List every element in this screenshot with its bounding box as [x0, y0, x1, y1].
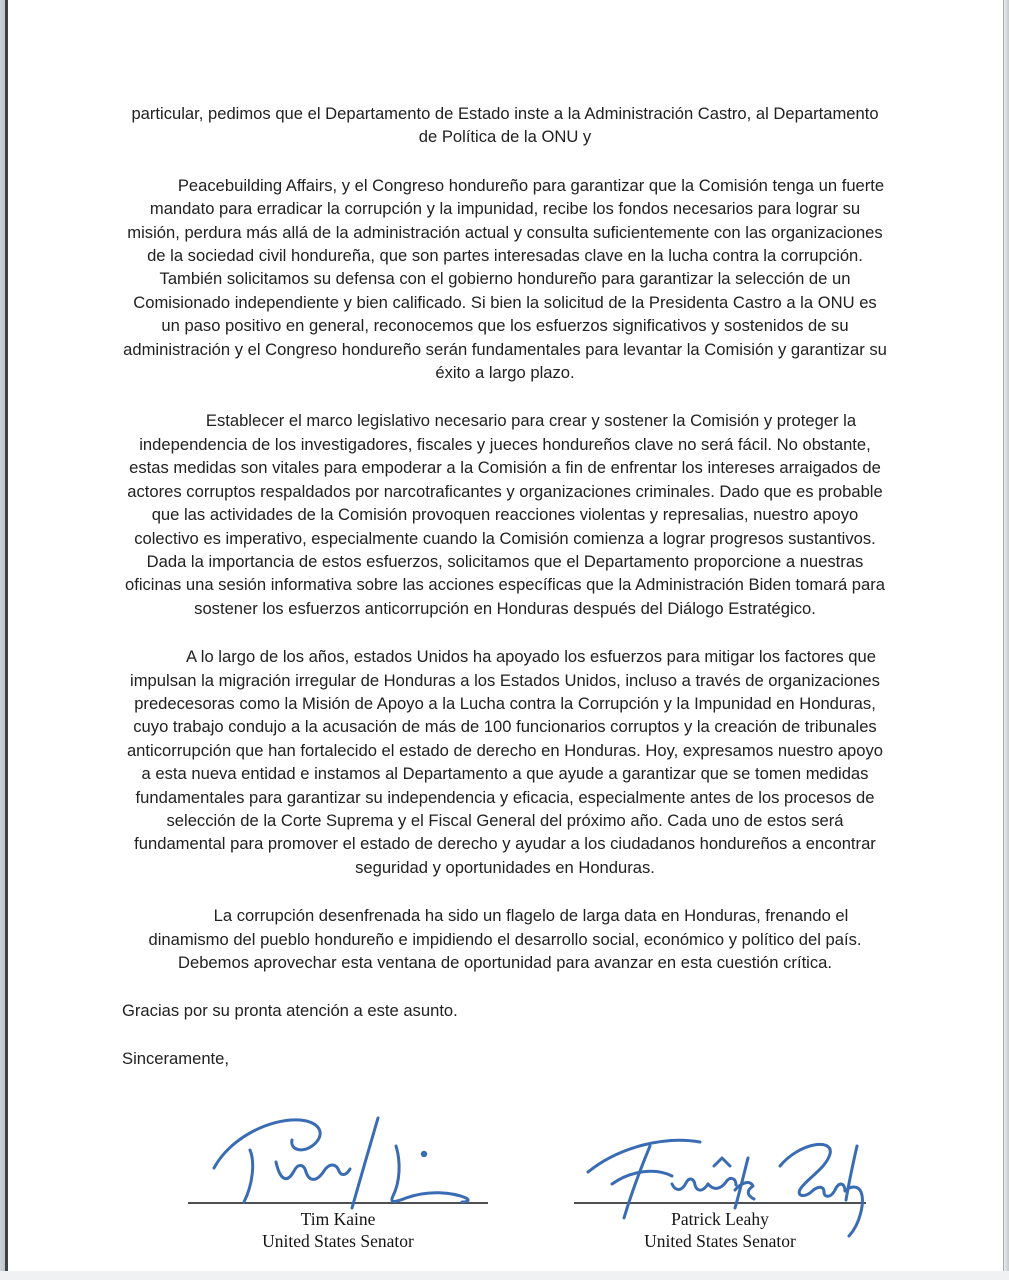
signature-column-patrick-leahy — [574, 1108, 866, 1252]
paragraph-legislative-framework: Establecer el marco legislativo necesario para crear y sostener la Comisión y proteger la independencia de los investigadores, fiscales y jueces hondureños clave no será fácil. No obstante, estas medidas son vitales para empoderar a la Comisión a fin de enfrentar los intereses arraigados de actores corruptos respaldados por narcotraficantes y organizaciones criminales. Dado que es probable que las actividades de la Comisión provoquen reacciones violentas y represalias, nuestro apoyo colectivo es imperativo, especialmente cuando la Comisión comienza a lograr progresos sustantivos. Dada la importancia de estos esfuerzos, solicitamos que el Departamento proporcione a nuestras oficinas una sesión informativa sobre las acciones específicas que la Administración Biden tomará para sostener los esfuerzos anticorrupción en Honduras después del Diálogo Estratégico. — [124, 411, 886, 618]
signatory-name: Patrick Leahy — [671, 1209, 769, 1230]
scan-edge-bottom-strip — [0, 1271, 1009, 1280]
scan-edge-right-line — [1003, 0, 1004, 1280]
patrick-leahy-signature-icon — [580, 1128, 890, 1243]
valediction: Sinceramente, — [122, 1048, 229, 1068]
paragraph-corruption-scourge: La corrupción desenfrenada ha sido un flagelo de larga data en Honduras, frenando el dinamismo del pueblo hondureño e impidiendo el desarrollo social, económico y político del país. Debemos aprovechar esta ventana de oportunidad para avanzar en esta cuestión crítica. — [148, 906, 862, 972]
letter-body — [122, 0, 888, 1252]
tim-kaine-signature-icon — [200, 1110, 500, 1210]
scan-edge-right-shadow — [1004, 0, 1009, 1280]
signature-block — [122, 1108, 888, 1252]
signature-area-patrick-leahy — [574, 1108, 866, 1202]
paragraph-commission-mandate: Peacebuilding Affairs, y el Congreso hondureño para garantizar que la Comisión tenga un fuerte mandato para erradicar la corrupción y la impunidad, recibe los fondos necesarios para lograr su misión, perdura más allá de la administración actual y consulta suficientemente con las organizaciones de la sociedad civil hondureña, que son partes interesadas clave en la lucha contra la corrupción. También solicitamos su defensa con el gobierno hondureño para garantizar la selección de un Comisionado independiente y bien calificado. Si bien la solicitud de la Presidenta Castro a la ONU es un paso positivo en general, reconocemos que los esfuerzos significativos y sostenidos de su administración y el Congreso hondureño serán fundamentales para levantar la Comisión y garantizar su éxito a largo plazo. — [123, 175, 887, 383]
signatory-name: Tim Kaine — [300, 1209, 376, 1230]
signature-column-tim-kaine — [188, 1108, 488, 1252]
signatory-title: United States Senator — [644, 1231, 796, 1252]
paragraph-us-support-history: A lo largo de los años, estados Unidos ha apoyado los esfuerzos para mitigar los factores que impulsan la migración irregular de Honduras a los Estados Unidos, incluso a través de organizaciones predecesoras como la Misión de Apoyo a la Lucha contra la Corrupción y la Impunidad en Honduras, cuyo trabajo condujo a la acusación de más de 100 funcionarios corruptos y la creación de tribunales anticorrupción que han fortalecido el estado de derecho en Honduras. Hoy, expresamos nuestro apoyo a esta nueva entidad e instamos al Departamento a que ayude a garantizar que se tomen medidas fundamentales para garantizar su independencia y eficacia, especialmente antes de los procesos de selección de la Corte Suprema y el Fiscal General del próximo año. Cada uno de estos será fundamental para promover el estado de derecho y ayudar a los ciudadanos hondureños a encontrar seguridad y oportunidades en Honduras. — [126, 647, 884, 877]
signatory-title: United States Senator — [262, 1231, 414, 1252]
scan-edge-left-line — [5, 0, 8, 1272]
signature-area-tim-kaine — [188, 1108, 488, 1202]
closing-line: Gracias por su pronta atención a este asunto. — [122, 1001, 458, 1021]
continuation-paragraph: particular, pedimos que el Departamento de Estado inste a la Administración Castro, al Departamento de Política de la ONU y — [131, 104, 879, 147]
